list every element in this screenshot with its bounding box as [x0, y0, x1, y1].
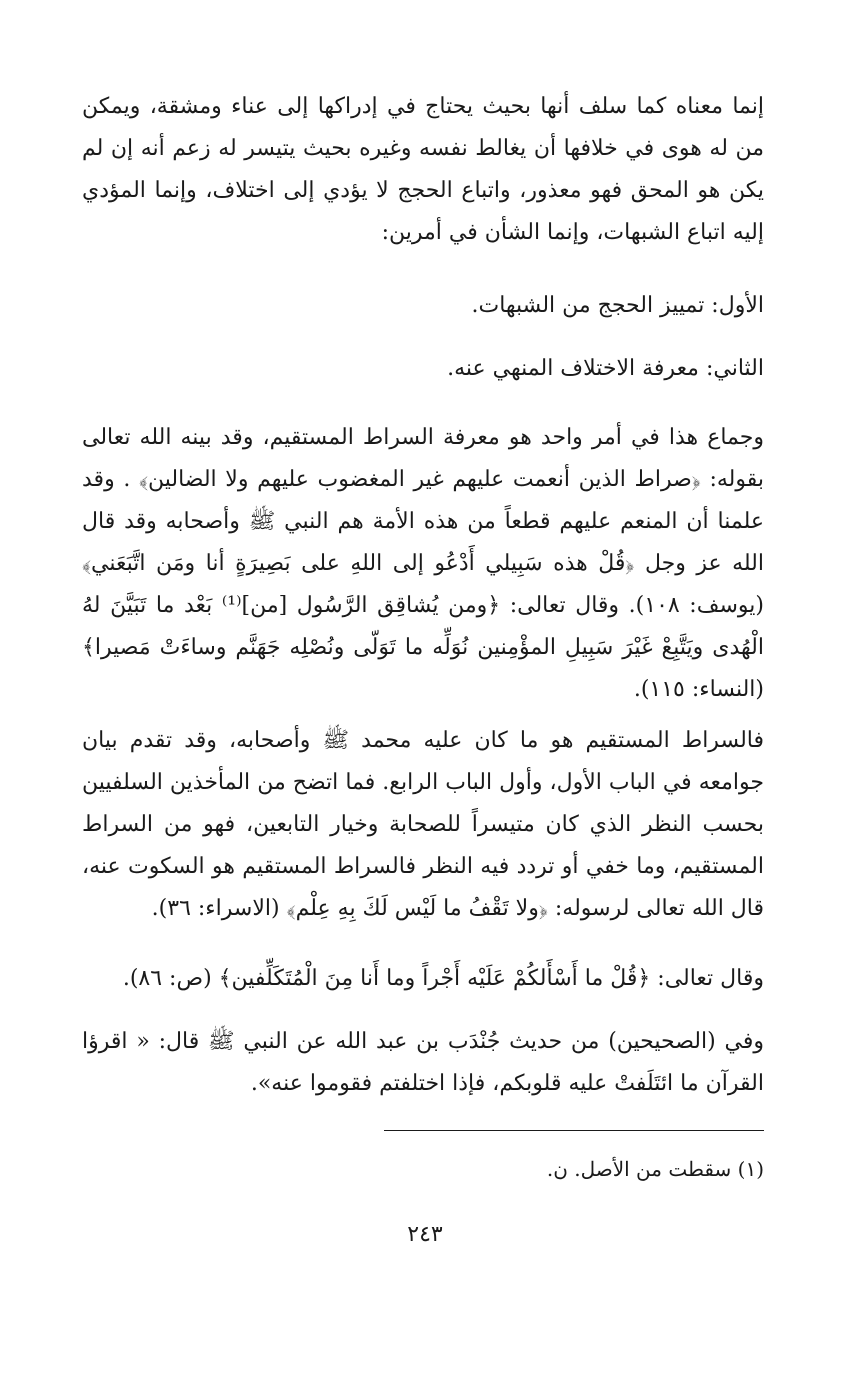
paragraph-first-point: الأول: تمييز الحجج من الشبهات. [471, 293, 764, 318]
paragraph-path-explained: فالسراط المستقيم هو ما كان عليه محمد ﷺ وأصحابه، وقد تقدم بيان جوامعه في الباب الأول، وأول الباب الرابع. فما اتضح من المأخذين السلفيين بحسب النظر الذي كان متيسراً للصحابة وخيار التابعين، فهو من السراط المستقيم، وما خفي أو تردد فيه النظر فالسراط المستقيم هو السكوت عنه، قال الله تعالى لرسوله: ﴿ولا تَقْفُ ما لَيْس لَكَ بِهِ عِلْم﴾ (الاسراء: ٣٦). [82, 728, 764, 921]
paragraph-straight-path: وجماع هذا في أمر واحد هو معرفة السراط المستقيم، وقد بينه الله تعالى بقوله: ﴿صراط الذين أنعمت عليهم غير المغضوب عليهم ولا الضالين﴾ . وقد علمنا أن المنعم عليهم قطعاً من هذه الأمة هم النبي ﷺ وأصحابه وقد قال الله عز وجل ﴿قُلْ هذه سَبِيلي أَدْعُو إلى اللهِ على بَصِيرَةٍ أنا ومَن اتَّبَعَني﴾ (يوسف: ١٠٨). وقال تعالى: ﴿ومن يُشاقِق الرَّسُول [من]⁽¹⁾ بَعْد ما تَبَيَّنَ لهُ الْهُدى ويَتَّبِعْ غَيْرَ سَبِيلِ المؤْمِنين نُوَلِّه ما تَوَلّى ونُصْلِه جَهَنَّم وساءَتْ مَصيرا﴾ (النساء: ١١٥). [82, 425, 765, 702]
footnote-divider [384, 1130, 764, 1131]
page-number: ٢٤٣ [407, 1222, 443, 1247]
paragraph-intro: إنما معناه كما سلف أنها بحيث يحتاج في إدراكها إلى عناء ومشقة، ويمكن من له هوى في خلافها أن يغالط نفسه وغيره بحيث يتيسر له زعم أنه إن لم يكن هو المحق فهو معذور، واتباع الحجج لا يؤدي إلى اختلاف، وإنما المؤدي إليه اتباع الشبهات، وإنما الشأن في أمرين: [82, 94, 764, 245]
paragraph-verse-sad: وقال تعالى: ﴿قُلْ ما أَسْأَلكُمْ عَلَيْه أَجْراً وما أَنا مِنَ الْمُتَكَلِّفين﴾ (ص: ٨٦). [122, 966, 764, 991]
paragraph-hadith: وفي (الصحيحين) من حديث جُنْدَب بن عبد الله عن النبي ﷺ قال: « اقرؤا القرآن ما ائتَلَفتْ عليه قلوبكم، فإذا اختلفتم فقوموا عنه». [82, 1029, 764, 1096]
paragraph-second-point: الثاني: معرفة الاختلاف المنهي عنه. [447, 356, 764, 381]
footnote: (١) سقطت من الأصل. ن. [546, 1157, 764, 1181]
